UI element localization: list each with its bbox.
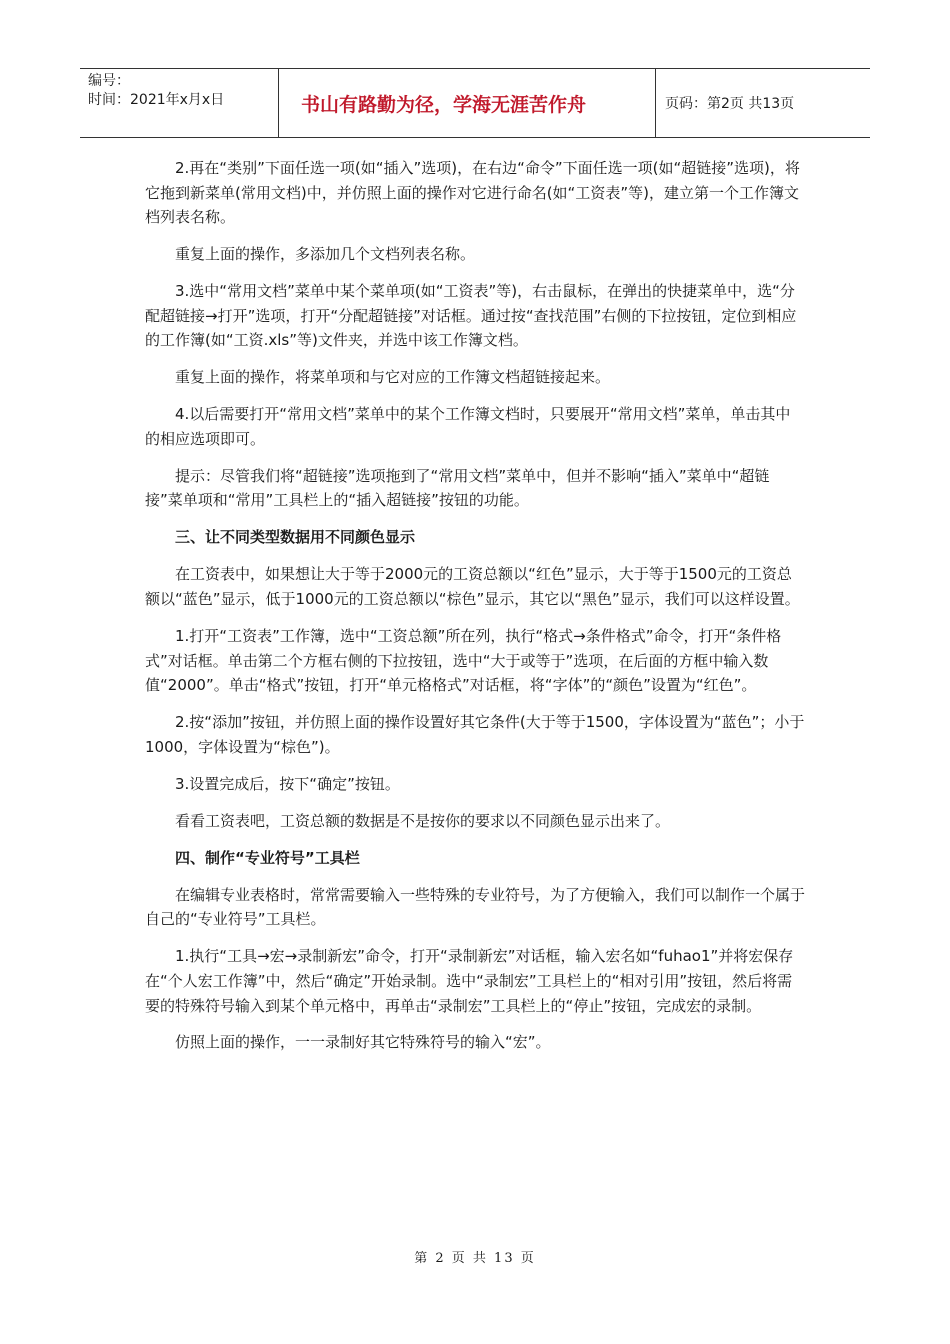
document-number-label: 编号：	[88, 73, 130, 89]
header-meta-cell	[80, 69, 279, 137]
document-body	[145, 156, 805, 1067]
page-header	[80, 68, 870, 138]
paragraph: 1.执行“工具→宏→录制新宏”命令，打开“录制新宏”对话框，输入宏名如“fuhao1”并将宏保存在“个人宏工作簿”中，然后“确定”开始录制。选中“录制宏”工具栏上的“相对引用”按钮，然后将需要的特殊符号输入到某个单元格中，再单击“录制宏”工具栏上的“停止”按钮，完成宏的录制。	[145, 947, 794, 1015]
paragraph: 在工资表中，如果想让大于等于2000元的工资总额以“红色”显示，大于等于1500元的工资总额以“蓝色”显示，低于1000元的工资总额以“棕色”显示，其它以“黑色”显示，我们可以这样设置。	[145, 565, 800, 609]
paragraph: 在编辑专业表格时，常常需要输入一些特殊的专业符号，为了方便输入，我们可以制作一个属于自己的“专业符号”工具栏。	[145, 885, 806, 929]
paragraph: 仿照上面的操作，一一录制好其它特殊符号的输入“宏”。	[175, 1033, 551, 1052]
paragraph: 2.按“添加”按钮，并仿照上面的操作设置好其它条件(大于等于1500，字体设置为“蓝色”；小于1000，字体设置为“棕色”)。	[145, 713, 805, 756]
paragraph: 看看工资表吧，工资总额的数据是不是按你的要求以不同颜色显示出来了。	[175, 811, 671, 830]
header-page-info: 页码：第2页 共13页	[665, 96, 795, 112]
paragraph: 提示：尽管我们将“超链接”选项拖到了“常用文档”菜单中，但并不影响“插入”菜单中“超链接”菜单项和“常用”工具栏上的“插入超链接”按钮的功能。	[145, 466, 770, 510]
document-date: 时间：2021年x月x日	[88, 92, 225, 108]
paragraph: 1.打开“工资表”工作簿，选中“工资总额”所在列，执行“格式→条件格式”命令，打开“条件格式”对话框。单击第二个方框右侧的下拉按钮，选中“大于或等于”选项，在后面的方框中输入数值“2000”。单击“格式”按钮，打开“单元格格式”对话框，将“字体”的“颜色”设置为“红色”。	[145, 627, 782, 695]
section-heading: 三、让不同类型数据用不同颜色显示	[175, 528, 416, 547]
paragraph: 重复上面的操作，多添加几个文档列表名称。	[175, 245, 476, 264]
header-motto: 书山有路勤为径，学海无涯苦作舟	[301, 94, 587, 116]
paragraph: 3.设置完成后，按下“确定”按钮。	[175, 774, 400, 793]
section-heading: 四、制作“专业符号”工具栏	[175, 848, 360, 867]
page-footer: 第 2 页 共 13 页	[414, 1251, 536, 1266]
paragraph: 4.以后需要打开“常用文档”菜单中的某个工作簿文档时，只要展开“常用文档”菜单，单击其中的相应选项即可。	[145, 405, 791, 448]
header-motto-cell	[279, 69, 656, 137]
paragraph: 重复上面的操作，将菜单项和与它对应的工作簿文档超链接起来。	[175, 368, 611, 387]
paragraph: 2.再在“类别”下面任选一项(如“插入”选项)，在右边“命令”下面任选一项(如“超链接”选项)，将它拖到新菜单(常用文档)中，并仿照上面的操作对它进行命名(如“工资表”等)，建立第一个工作簿文档列表名称。	[145, 159, 800, 227]
paragraph: 3.选中“常用文档”菜单中某个菜单项(如“工资表”等)，右击鼠标，在弹出的快捷菜单中，选“分配超链接→打开”选项，打开“分配超链接”对话框。通过按“查找范围”右侧的下拉按钮，定位到相应的工作簿(如“工资.xls”等)文件夹，并选中该工作簿文档。	[145, 282, 797, 350]
